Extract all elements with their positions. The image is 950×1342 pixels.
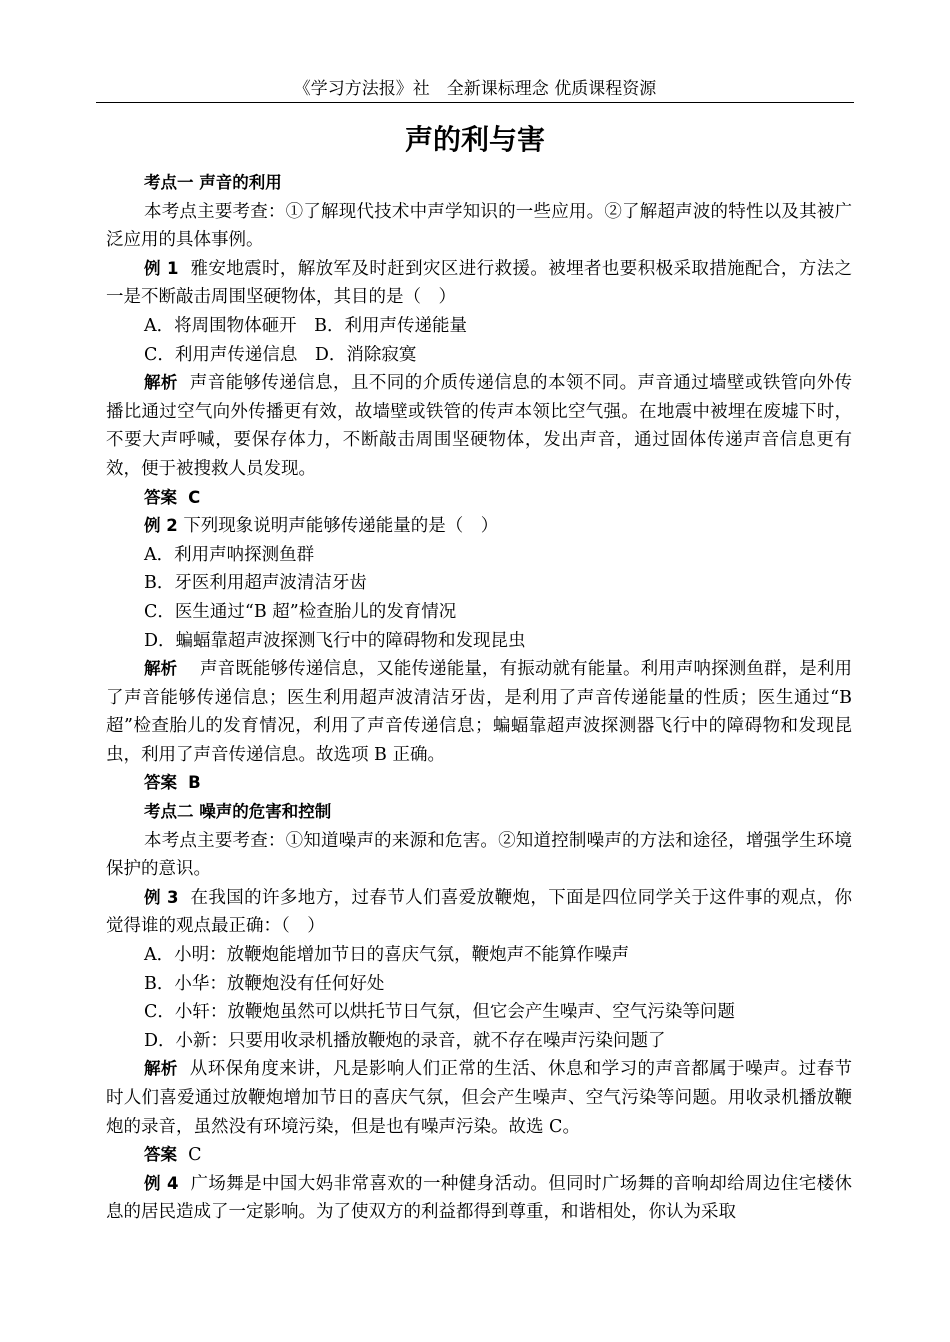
example-label: 例 3 bbox=[144, 887, 179, 907]
section-intro: 本考点主要考查：①了解现代技术中声学知识的一些应用。②了解超声波的特性以及其被广泛应用的具体事例。 bbox=[106, 201, 852, 251]
example-question bbox=[106, 884, 852, 941]
section-heading bbox=[106, 169, 852, 198]
option-line: B．牙医利用超声波清洁牙齿 bbox=[144, 573, 367, 594]
example-label: 例 2 bbox=[144, 516, 178, 536]
answer bbox=[106, 769, 852, 798]
question-text: 雅安地震时，解放军及时赶到灾区进行救援。被埋者也要积极采取措施配合，方法之一是不断敲击周围坚硬物体，其目的是（ ） bbox=[106, 258, 852, 308]
option-line: A．将周围物体砸开 B．利用声传递能量 bbox=[144, 315, 467, 336]
option-line: B．小华：放鞭炮没有任何好处 bbox=[144, 973, 385, 994]
option-line: C．医生通过“B 超”检查胎儿的发育情况 bbox=[144, 601, 457, 622]
analysis-label: 解析 bbox=[144, 659, 178, 679]
section-intro: 本考点主要考查：①知道噪声的来源和危害。②知道控制噪声的方法和途径，增强学生环境保护的意识。 bbox=[106, 830, 852, 880]
analysis bbox=[106, 1055, 852, 1141]
section-heading bbox=[106, 798, 852, 827]
option-line: A．利用声呐探测鱼群 bbox=[144, 544, 315, 565]
question-text: 下列现象说明声能够传递能量的是（ ） bbox=[183, 516, 499, 537]
answer-value: B bbox=[188, 773, 201, 793]
example-question bbox=[106, 512, 852, 541]
page-header: 《学习方法报》社 全新课标理念 优质课程资源 bbox=[96, 78, 854, 103]
question-text: 在我国的许多地方，过春节人们喜爱放鞭炮，下面是四位同学关于这件事的观点，你觉得谁的观点最正确：（ ） bbox=[106, 887, 852, 937]
answer-value: C bbox=[188, 1145, 202, 1166]
answer bbox=[106, 1141, 852, 1170]
analysis-text: 从环保角度来讲，凡是影响人们正常的生活、休息和学习的声音都属于噪声。过春节时人们喜爱通过放鞭炮增加节日的喜庆气氛，但会产生噪声、空气污染等问题。用收录机播放鞭炮的录音，虽然没有环境污染，但是也有噪声污染。故选 C。 bbox=[106, 1059, 853, 1137]
analysis bbox=[106, 655, 852, 769]
option-line: D．小新：只要用收录机播放鞭炮的录音，就不存在噪声污染问题了 bbox=[144, 1030, 666, 1051]
section-heading-text: 考点二 噪声的危害和控制 bbox=[144, 802, 332, 822]
document-body bbox=[106, 169, 852, 1227]
answer-value: C bbox=[188, 487, 201, 507]
example-question bbox=[106, 255, 852, 312]
analysis-label: 解析 bbox=[144, 1059, 178, 1079]
answer-label: 答案 bbox=[144, 487, 177, 507]
option-line: C．小轩：放鞭炮虽然可以烘托节日气氛，但它会产生噪声、空气污染等问题 bbox=[144, 1002, 735, 1023]
answer-label: 答案 bbox=[144, 1145, 177, 1165]
analysis bbox=[106, 369, 852, 483]
question-text: 广场舞是中国大妈非常喜欢的一种健身活动。但同时广场舞的音响却给周边住宅楼休息的居民造成了一定影响。为了使双方的利益都得到尊重，和谐相处，你认为采取 bbox=[106, 1173, 852, 1223]
example-question bbox=[106, 1170, 852, 1227]
analysis-label: 解析 bbox=[144, 373, 178, 393]
example-label: 例 4 bbox=[144, 1173, 179, 1193]
option-line: C．利用声传递信息 D．消除寂寞 bbox=[144, 344, 417, 365]
answer bbox=[106, 484, 852, 513]
section-heading-text: 考点一 声音的利用 bbox=[144, 173, 282, 192]
option-line: D．蝙蝠靠超声波探测飞行中的障碍物和发现昆虫 bbox=[144, 630, 526, 651]
analysis-text: 声音能够传递信息，且不同的介质传递信息的本领不同。声音通过墙壁或铁管向外传播比通过空气向外传播更有效，故墙壁或铁管的传声本领比空气强。在地震中被埋在废墟下时，不要大声呼喊，要保存体力，不断敲击周围坚硬物体，发出声音，通过固体传递声音信息更有效，便于被搜救人员发现。 bbox=[106, 373, 853, 479]
analysis-text: 声音既能够传递信息，又能传递能量，有振动就有能量。利用声呐探测鱼群，是利用了声音能够传递信息；医生利用超声波清洁牙齿，是利用了声音传递能量的性质；医生通过“B 超”检查胎儿的发育情况，利用了声音传递信息；蝙蝠靠超声波探测器飞行中的障碍物和发现昆虫，利用了声音传递信息。故选项 B 正确。 bbox=[106, 659, 852, 765]
page-title: 声的利与害 bbox=[404, 123, 545, 156]
example-label: 例 1 bbox=[144, 258, 179, 278]
option-line: A．小明：放鞭炮能增加节日的喜庆气氛，鞭炮声不能算作噪声 bbox=[144, 945, 630, 966]
answer-label: 答案 bbox=[144, 773, 177, 793]
